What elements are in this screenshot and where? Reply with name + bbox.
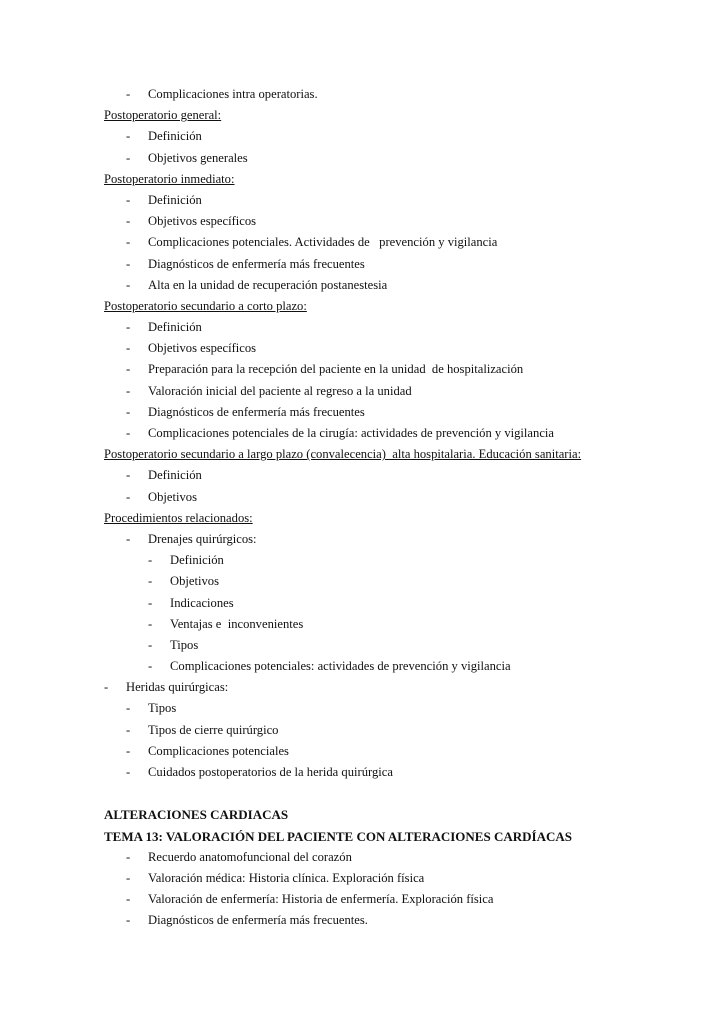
bullet-dash: - [148,637,153,652]
list-item-text: Objetivos específicos [148,214,257,229]
section-heading-postoperatorio-inmediato: Postoperatorio inmediato: [104,171,235,186]
list-item [0,423,728,444]
section-title-alteraciones-cardiacas: ALTERACIONES CARDIACAS [104,807,289,823]
bullet-dash: - [148,659,153,674]
list-item-text: Valoración médica: Historia clínica. Exploración física [148,870,425,885]
list-item-text: Cuidados postoperatorios de la herida quirúrgica [148,765,393,779]
bullet-dash: - [126,256,131,271]
list-item-text: Objetivos [170,574,219,589]
bullet-dash: - [126,214,131,229]
list-item-text: Objetivos específicos [148,341,257,356]
list-item-text: Diagnósticos de enfermería más frecuentes. [148,913,368,928]
list-item [0,720,728,741]
bullet-dash: - [126,404,131,419]
list-item [0,677,728,698]
list-item [0,359,728,380]
sub-list-item [0,614,728,635]
bullet-dash: - [126,913,131,928]
sub-list-item [0,571,728,592]
section-heading-postoperatorio-largo-plazo: Postoperatorio secundario a largo plazo (convalecencia) alta hospitalaria. Educación sanitaria: [104,447,582,462]
list-item-text: Preparación para la recepción del paciente en la unidad de hospitalización [148,362,524,377]
list-item [0,232,728,253]
list-item [0,254,728,275]
list-item-text: Definición [148,320,202,335]
list-item [0,529,728,550]
list-item-text: Definición [170,553,224,568]
blank-line [0,783,728,804]
list-item [0,148,728,169]
sub-list-item [0,593,728,614]
list-item-text: Complicaciones potenciales de la cirugía: actividades de prevención y vigilancia [148,426,554,440]
list-item-text: Ventajas e inconvenientes [170,616,304,631]
list-item [0,741,728,762]
section-title-tema-13: TEMA 13: VALORACIÓN DEL PACIENTE CON ALTERACIONES CARDÍACAS [104,828,572,844]
list-item [0,910,728,931]
list-item-text: Objetivos generales [148,150,248,165]
bullet-dash: - [126,362,131,377]
list-item-text: Diagnósticos de enfermería más frecuentes [148,256,365,271]
list-item [0,190,728,211]
bullet-dash: - [126,150,131,165]
bullet-dash: - [126,849,131,864]
list-item-text: Definición [148,468,202,483]
list-item [0,84,728,105]
bullet-dash: - [126,722,131,737]
list-item-text: Diagnósticos de enfermería más frecuentes [148,404,365,419]
list-item [0,847,728,868]
list-item-text: Complicaciones intra operatorias. [148,87,318,101]
bullet-dash: - [126,701,131,716]
list-item-text: Drenajes quirúrgicos: [148,531,257,546]
list-item [0,889,728,910]
bullet-dash: - [126,87,131,101]
list-item-text: Indicaciones [170,595,234,610]
list-item-text: Heridas quirúrgicas: [126,680,229,695]
list-item-text: Tipos [170,637,199,652]
list-item [0,211,728,232]
bullet-dash: - [126,341,131,356]
bullet-dash: - [126,468,131,483]
bullet-dash: - [126,383,131,398]
list-item-text: Alta en la unidad de recuperación postanestesia [148,277,388,292]
bullet-dash: - [148,574,153,589]
bullet-dash: - [126,743,131,758]
list-item [0,381,728,402]
sub-list-item [0,635,728,656]
section-heading-procedimientos: Procedimientos relacionados: [104,510,253,525]
list-item-text: Tipos de cierre quirúrgico [148,722,279,737]
bullet-dash: - [148,595,153,610]
list-item-text: Complicaciones potenciales: actividades de prevención y vigilancia [170,659,511,674]
sub-list-item [0,656,728,677]
list-item [0,317,728,338]
list-item [0,487,728,508]
list-item [0,762,728,783]
section-heading-postoperatorio-general: Postoperatorio general: [104,108,222,123]
list-item [0,338,728,359]
bullet-dash: - [126,892,131,907]
bullet-dash: - [126,426,131,440]
bullet-dash: - [126,870,131,885]
list-item-text: Complicaciones potenciales [148,743,289,758]
list-item [0,126,728,147]
bullet-dash: - [126,531,131,546]
bullet-dash: - [148,616,153,631]
bullet-dash: - [126,235,131,250]
section-heading-postoperatorio-corto-plazo: Postoperatorio secundario a corto plazo: [104,298,307,313]
list-item-text: Complicaciones potenciales. Actividades de prevención y vigilancia [148,235,498,250]
bullet-dash: - [126,192,131,207]
list-item-text: Recuerdo anatomofuncional del corazón [148,849,352,864]
bullet-dash: - [126,320,131,335]
bullet-dash: - [148,553,153,568]
list-item-text: Tipos [148,701,177,716]
bullet-dash: - [126,129,131,144]
list-item [0,698,728,719]
sub-list-item [0,550,728,571]
list-item-text: Objetivos [148,489,197,504]
list-item-text: Definición [148,129,202,144]
list-item [0,868,728,889]
list-item-text: Valoración de enfermería: Historia de enfermería. Exploración física [148,892,494,907]
bullet-dash: - [104,680,109,695]
bullet-dash: - [126,765,131,779]
list-item [0,275,728,296]
list-item-text: Definición [148,192,202,207]
list-item [0,402,728,423]
bullet-dash: - [126,277,131,292]
document-page [0,84,728,932]
bullet-dash: - [126,489,131,504]
list-item-text: Valoración inicial del paciente al regreso a la unidad [148,383,412,398]
list-item [0,465,728,486]
